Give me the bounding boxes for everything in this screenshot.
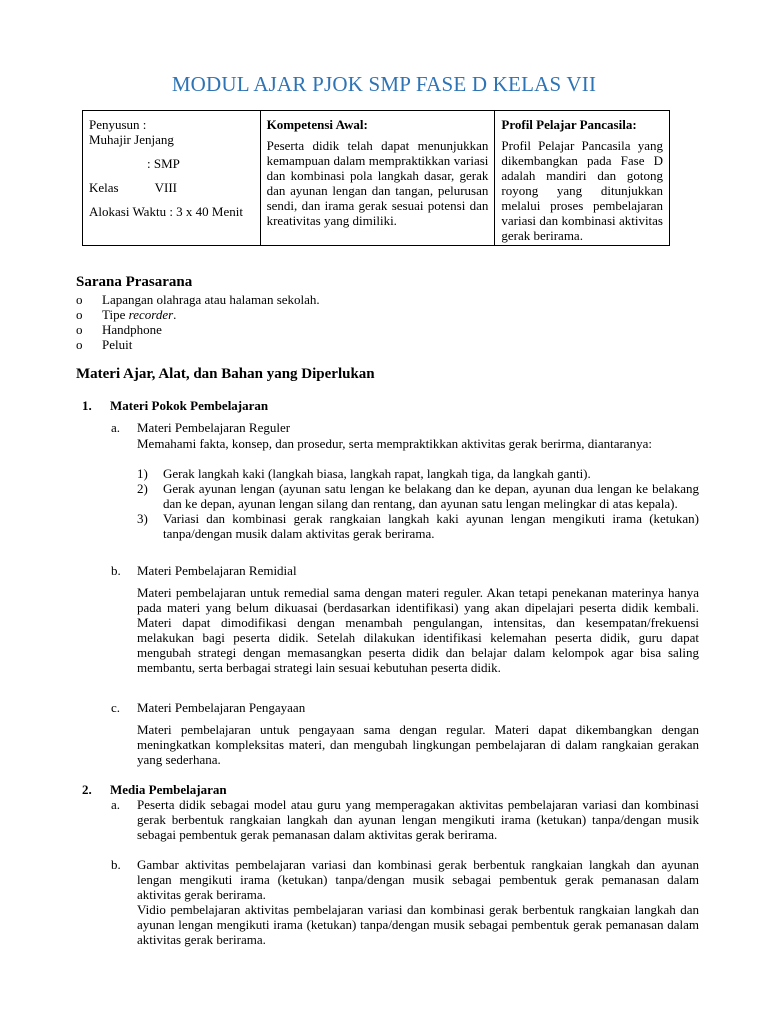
materi-heading: Materi Ajar, Alat, dan Bahan yang Diperlukan bbox=[76, 366, 375, 382]
reguler-intro: Memahami fakta, konsep, dan prosedur, serta mempraktikkan aktivitas gerak berirma, diantaranya: bbox=[137, 436, 652, 451]
kelas-label: Kelas bbox=[89, 180, 119, 195]
subsection-label: a. bbox=[111, 797, 121, 812]
pengayaan-body: Materi pembelajaran untuk pengayaan sama dengan regular. Materi dapat dikembangkan dengan meningkatkan kompleksitas materi, dan mengubah lingkungan pembelajaran di dalam rangkaian gerakan yang sederhana. bbox=[137, 722, 699, 767]
alokasi-waktu: Alokasi Waktu : 3 x 40 Menit bbox=[89, 204, 243, 219]
jenjang-value: : SMP bbox=[147, 156, 180, 171]
list-item: o Handphone bbox=[76, 322, 162, 337]
list-item: 2) Gerak ayunan lengan (ayunan satu lengan ke belakang dan ke depan, ayunan dua lengan ke belakang dan ke depan, ayunan lengan silang dan rentang, dan ayunan satu lengan melingkar di atas kepala). bbox=[137, 481, 699, 511]
sarana-list bbox=[76, 292, 320, 352]
subsection-label: b. bbox=[111, 857, 121, 872]
media-b-paragraph: Gambar aktivitas pembelajaran variasi dan kombinasi gerak berbentuk rangkaian langkah dan ayunan lengan mengikuti irama (ketukan) tanpa/dengan musik sebagai pembentuk gerak pemanasan dalam aktivitas gerak berirama. bbox=[137, 857, 699, 902]
penyusun-label: Penyusun : bbox=[89, 117, 147, 132]
subsection-title: Materi Pembelajaran Reguler bbox=[137, 420, 291, 435]
media-b-paragraph-2: Vidio pembelajaran aktivitas pembelajaran variasi dan kombinasi gerak berbentuk rangkaian langkah dan ayunan lengan mengikuti irama (ketukan) tanpa/dengan musik sebagai pembentuk gerak pemanasan dalam aktivitas gerak berirama. bbox=[137, 902, 699, 947]
list-item: o Peluit bbox=[76, 337, 133, 352]
profil-header: Profil Pelajar Pancasila: bbox=[501, 117, 637, 132]
kompetensi-header: Kompetensi Awal: bbox=[266, 117, 368, 132]
kelas-value: VIII bbox=[154, 180, 177, 195]
list-item: o Lapangan olahraga atau halaman sekolah. bbox=[76, 292, 320, 307]
subsection-label: a. bbox=[111, 420, 121, 435]
subsection-title: Materi Pembelajaran Pengayaan bbox=[137, 700, 306, 715]
info-table bbox=[82, 110, 670, 246]
bullet-marker: o bbox=[76, 292, 83, 307]
media-a-body: Peserta didik sebagai model atau guru yang memperagakan aktivitas pembelajaran variasi dan kombinasi gerak berbentuk rangkaian langkah dan ayunan lengan mengikuti irama (ketukan) tanpa/dengan musik sebagai pembentuk gerak pemanasan dalam aktivitas gerak berirama. bbox=[137, 797, 699, 842]
subsection-title: Materi Pembelajaran Remidial bbox=[137, 563, 297, 578]
list-item: 3) Variasi dan kombinasi gerak rangkaian langkah kaki ayunan lengan mengikuti irama (ketukan) tanpa/dengan musik dalam aktivitas gerak berirama. bbox=[137, 511, 699, 541]
media-b-body bbox=[137, 857, 699, 947]
profil-body: Profil Pelajar Pancasila yang dikembangkan pada Fase D adalah mandiri dan gotong royong yang ditunjukkan melalui proses pembelajaran variasi dan kombinasi aktivitas gerak berirama. bbox=[501, 138, 663, 243]
info-col-kompetensi bbox=[260, 111, 495, 246]
penyusun-name: Muhajir Jenjang bbox=[89, 132, 174, 147]
list-item: 1) Gerak langkah kaki (langkah biasa, langkah rapat, langkah tiga, da langkah ganti). bbox=[137, 466, 591, 481]
list-item: o Tipe recorder. bbox=[76, 307, 177, 322]
section-title: Materi Pokok Pembelajaran bbox=[110, 398, 269, 413]
section-title: Media Pembelajaran bbox=[110, 782, 227, 797]
bullet-marker: o bbox=[76, 307, 83, 322]
sarana-heading: Sarana Prasarana bbox=[76, 274, 193, 290]
section-number: 1. bbox=[82, 398, 92, 413]
bullet-marker: o bbox=[76, 322, 83, 337]
kelas-row bbox=[89, 180, 254, 195]
page-title: MODUL AJAR PJOK SMP FASE D KELAS VII bbox=[171, 72, 597, 96]
subsection-label: c. bbox=[111, 700, 121, 715]
reguler-list bbox=[137, 466, 699, 541]
bullet-marker: o bbox=[76, 337, 83, 352]
info-col-penyusun bbox=[83, 111, 261, 246]
kompetensi-body: Peserta didik telah dapat menunjukkan kemampuan dalam mempraktikkan variasi dan kombinasi pola langkah dasar, gerak dan ayunan lengan dan tangan, pelurusan sendi, dan irama gerak sesuai potensi dan kreativitas yang dimiliki. bbox=[266, 138, 489, 228]
remidial-body: Materi pembelajaran untuk remedial sama dengan materi reguler. Akan tetapi penekanan materinya hanya pada materi yang belum dikuasai (berdasarkan identifikasi) yang akan dipelajari peserta didik kembali. Materi dapat dimodifikasi dengan menambah pengulangan, intensitas, dan kesempatan/frekuensi melakukan bagi peserta didik. Setelah dilakukan identifikasi kelemahan peserta didik, guru dapat mengubah strategi dengan memasangkan peserta didik dan belajar dalam kelompok agar bisa saling membantu, serta berbagai strategi lain sesuai kebutuhan peserta didik. bbox=[137, 585, 699, 675]
section-number: 2. bbox=[82, 782, 92, 797]
info-col-profil bbox=[495, 111, 670, 246]
subsection-label: b. bbox=[111, 563, 121, 578]
